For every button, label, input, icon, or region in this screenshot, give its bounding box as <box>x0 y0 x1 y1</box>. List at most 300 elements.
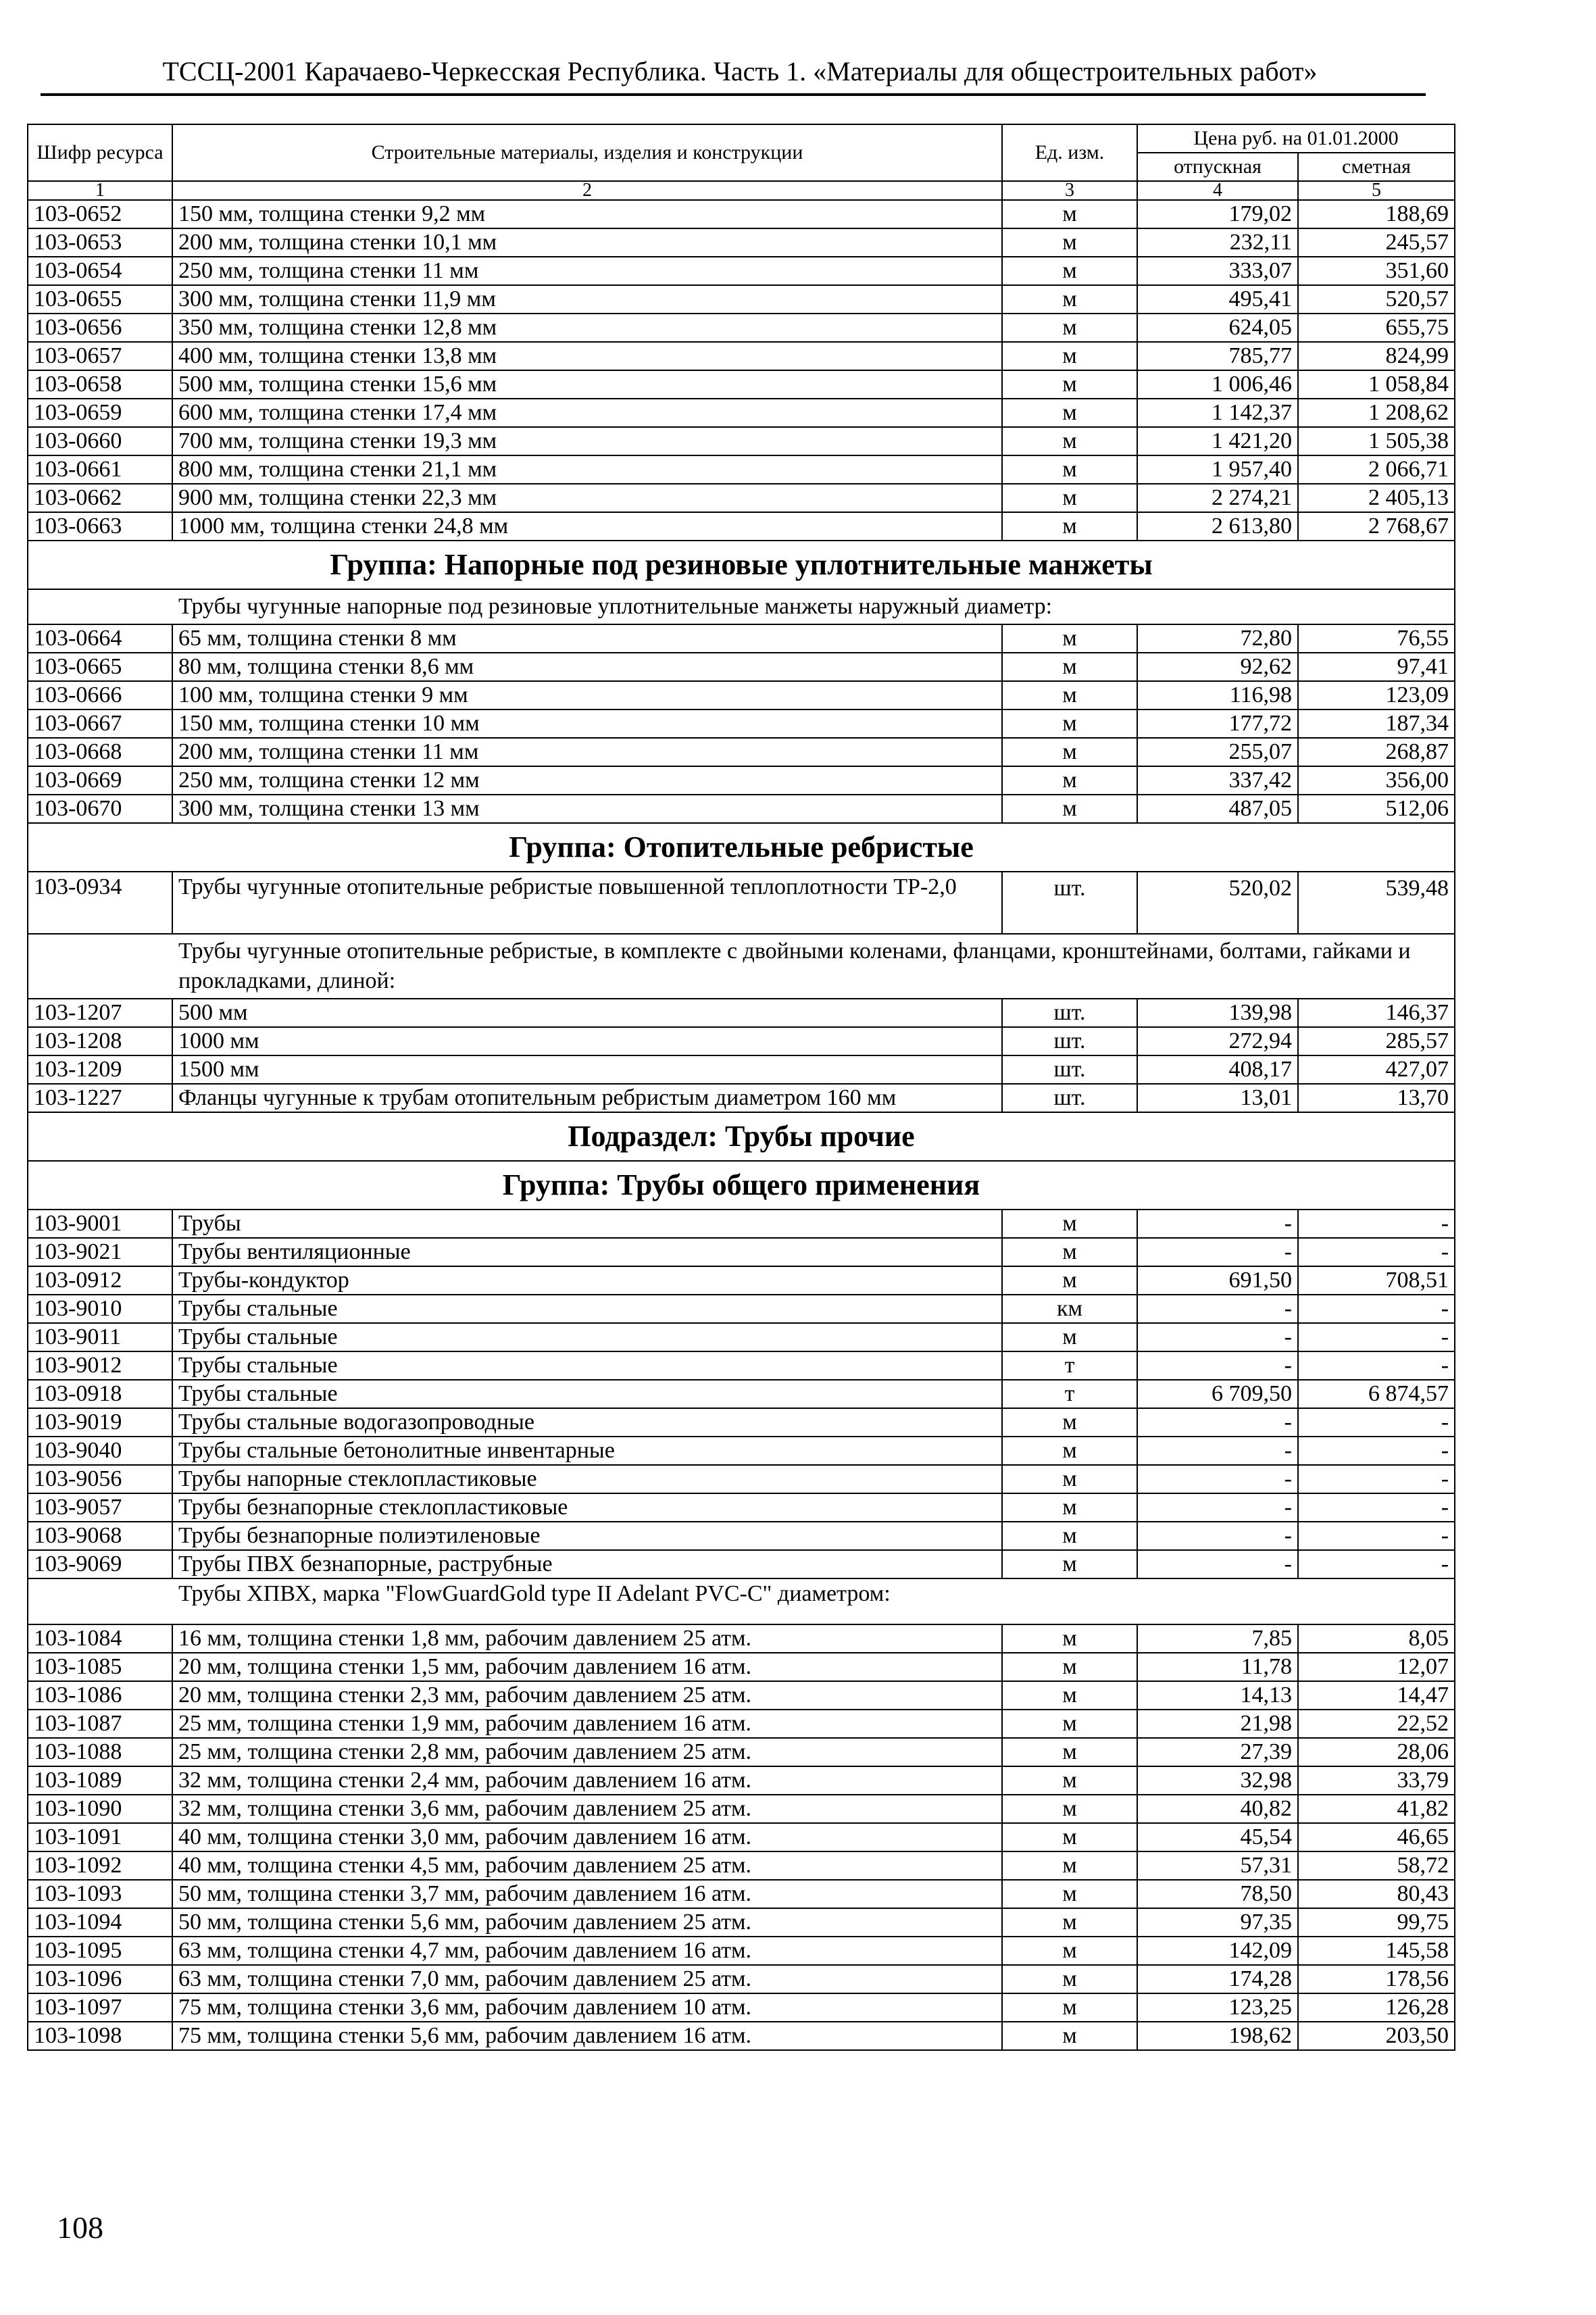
cell-unit: м <box>1002 738 1137 766</box>
cell-unit: м <box>1002 624 1137 653</box>
header-rule <box>41 93 1426 96</box>
cell-price-estimate: 356,00 <box>1298 766 1455 795</box>
cell-unit: м <box>1002 1624 1137 1653</box>
cell-price-release: 333,07 <box>1137 257 1298 285</box>
cell-code: 103-0660 <box>28 427 172 455</box>
cell-name: 500 мм <box>172 999 1002 1027</box>
table-row <box>28 1965 1455 1993</box>
group-heading-row <box>28 541 1455 589</box>
cell-unit: шт. <box>1002 999 1137 1027</box>
cell-price-estimate: 285,57 <box>1298 1027 1455 1055</box>
table-row <box>28 1823 1455 1851</box>
cell-name: 600 мм, толщина стенки 17,4 мм <box>172 399 1002 427</box>
section-general-rows <box>28 1210 1455 1578</box>
cell-code: 103-0663 <box>28 512 172 541</box>
cell-price-release: 6 709,50 <box>1137 1380 1298 1408</box>
cell-price-estimate: - <box>1298 1295 1455 1323</box>
cell-price-release: 72,80 <box>1137 624 1298 653</box>
cell-price-estimate: - <box>1298 1437 1455 1465</box>
cell-price-estimate: 80,43 <box>1298 1880 1455 1908</box>
table-row <box>28 1055 1455 1084</box>
header-price-release: отпускная <box>1137 153 1298 181</box>
cell-name: Трубы безнапорные стеклопластиковые <box>172 1493 1002 1522</box>
cell-name: 40 мм, толщина стенки 4,5 мм, рабочим давлением 25 атм. <box>172 1851 1002 1880</box>
column-number: 3 <box>1002 181 1137 200</box>
cell-price-release: 14,13 <box>1137 1681 1298 1710</box>
cell-unit: шт. <box>1002 872 1137 934</box>
cell-price-release: 1 421,20 <box>1137 427 1298 455</box>
cell-price-estimate: 13,70 <box>1298 1084 1455 1112</box>
table-row <box>28 872 1455 934</box>
table-row <box>28 399 1455 427</box>
running-header: ТССЦ-2001 Карачаево-Черкесская Республика. Часть 1. «Материалы для общестроительных работ» <box>162 56 1318 86</box>
cell-price-estimate: 76,55 <box>1298 624 1455 653</box>
cell-price-estimate: 1 208,62 <box>1298 399 1455 427</box>
cell-price-release: - <box>1137 1323 1298 1351</box>
cell-price-estimate: - <box>1298 1323 1455 1351</box>
table-row <box>28 1653 1455 1681</box>
table-row <box>28 2022 1455 2050</box>
cell-code: 103-9019 <box>28 1408 172 1437</box>
cell-price-release: - <box>1137 1408 1298 1437</box>
cell-price-estimate: 8,05 <box>1298 1624 1455 1653</box>
cell-price-release: 40,82 <box>1137 1795 1298 1823</box>
table-row <box>28 427 1455 455</box>
cell-price-release: 78,50 <box>1137 1880 1298 1908</box>
cell-unit: м <box>1002 1323 1137 1351</box>
cell-name: Трубы <box>172 1210 1002 1238</box>
cell-unit: км <box>1002 1295 1137 1323</box>
cell-unit: м <box>1002 1880 1137 1908</box>
cell-name: Трубы стальные <box>172 1295 1002 1323</box>
subgroup-note-cpvc: Трубы ХПВХ, марка "FlowGuardGold type II Adelant PVC-C" диаметром: <box>28 1578 1455 1624</box>
cell-unit: м <box>1002 1851 1137 1880</box>
cell-unit: м <box>1002 1238 1137 1266</box>
table-row <box>28 766 1455 795</box>
cell-code: 103-9011 <box>28 1323 172 1351</box>
cell-price-release: 92,62 <box>1137 653 1298 681</box>
table-row <box>28 1624 1455 1653</box>
section-cast-iron-rows <box>28 200 1455 541</box>
cell-unit: м <box>1002 1210 1137 1238</box>
table-row <box>28 1084 1455 1112</box>
table-row <box>28 228 1455 257</box>
cell-price-estimate: 14,47 <box>1298 1681 1455 1710</box>
cell-name: 80 мм, толщина стенки 8,6 мм <box>172 653 1002 681</box>
cell-code: 103-0652 <box>28 200 172 228</box>
cell-price-estimate: 28,06 <box>1298 1738 1455 1766</box>
cell-price-release: 337,42 <box>1137 766 1298 795</box>
cell-price-estimate: - <box>1298 1210 1455 1238</box>
table-row <box>28 1027 1455 1055</box>
cell-price-release: 272,94 <box>1137 1027 1298 1055</box>
cell-unit: м <box>1002 285 1137 314</box>
cell-price-estimate: 188,69 <box>1298 200 1455 228</box>
cell-price-release: 97,35 <box>1137 1908 1298 1937</box>
cell-unit: м <box>1002 1993 1137 2022</box>
cell-price-release: - <box>1137 1295 1298 1323</box>
table-row <box>28 624 1455 653</box>
cell-price-release: - <box>1137 1522 1298 1550</box>
cell-name: Трубы безнапорные полиэтиленовые <box>172 1522 1002 1550</box>
cell-name: 300 мм, толщина стенки 11,9 мм <box>172 285 1002 314</box>
table-row <box>28 1351 1455 1380</box>
table-row <box>28 1681 1455 1710</box>
table-row <box>28 1295 1455 1323</box>
cell-unit: м <box>1002 370 1137 399</box>
cell-unit: м <box>1002 1522 1137 1550</box>
cell-name: 25 мм, толщина стенки 1,9 мм, рабочим давлением 16 атм. <box>172 1710 1002 1738</box>
cell-unit: м <box>1002 512 1137 541</box>
cell-code: 103-0664 <box>28 624 172 653</box>
cell-name: 75 мм, толщина стенки 5,6 мм, рабочим давлением 16 атм. <box>172 2022 1002 2050</box>
cell-price-estimate: 99,75 <box>1298 1908 1455 1937</box>
cell-price-estimate: - <box>1298 1522 1455 1550</box>
cell-name: 20 мм, толщина стенки 2,3 мм, рабочим давлением 25 атм. <box>172 1681 1002 1710</box>
cell-name: 200 мм, толщина стенки 10,1 мм <box>172 228 1002 257</box>
cell-price-release: - <box>1137 1210 1298 1238</box>
cell-price-release: 116,98 <box>1137 681 1298 710</box>
cell-unit: шт. <box>1002 1027 1137 1055</box>
group-heading-pressure: Группа: Напорные под резиновые уплотнительные манжеты <box>28 541 1455 589</box>
table-row <box>28 1851 1455 1880</box>
table-row <box>28 484 1455 512</box>
cell-price-estimate: 178,56 <box>1298 1965 1455 1993</box>
cell-unit: м <box>1002 1823 1137 1851</box>
table-row <box>28 200 1455 228</box>
cell-price-estimate: 41,82 <box>1298 1795 1455 1823</box>
cell-name: 1000 мм <box>172 1027 1002 1055</box>
table-row <box>28 1993 1455 2022</box>
cell-code: 103-9001 <box>28 1210 172 1238</box>
table-row <box>28 1550 1455 1578</box>
table-row <box>28 512 1455 541</box>
section-heating-rows <box>28 999 1455 1084</box>
cell-price-release: 13,01 <box>1137 1084 1298 1112</box>
cell-code: 103-1087 <box>28 1710 172 1738</box>
cell-code: 103-1090 <box>28 1795 172 1823</box>
cell-code: 103-1096 <box>28 1965 172 1993</box>
cell-price-release: 255,07 <box>1137 738 1298 766</box>
cell-name: Трубы чугунные отопительные ребристые повышенной теплоплотности ТР-2,0 <box>172 872 1002 934</box>
cell-price-release: 1 142,37 <box>1137 399 1298 427</box>
column-number: 5 <box>1298 181 1455 200</box>
cell-name: Трубы стальные <box>172 1323 1002 1351</box>
cell-name: 50 мм, толщина стенки 3,7 мм, рабочим давлением 16 атм. <box>172 1880 1002 1908</box>
group-heading-general: Группа: Трубы общего применения <box>28 1161 1455 1210</box>
cell-price-release: - <box>1137 1465 1298 1493</box>
cell-price-estimate: 2 768,67 <box>1298 512 1455 541</box>
table-row <box>28 1437 1455 1465</box>
table-row <box>28 710 1455 738</box>
cell-unit: шт. <box>1002 1055 1137 1084</box>
cell-code: 103-1097 <box>28 1993 172 2022</box>
cell-price-estimate: 655,75 <box>1298 314 1455 342</box>
cell-unit: м <box>1002 1937 1137 1965</box>
cell-code: 103-1089 <box>28 1766 172 1795</box>
header-code: Шифр ресурса <box>28 124 172 181</box>
cell-price-release: 1 006,46 <box>1137 370 1298 399</box>
cell-name: 75 мм, толщина стенки 3,6 мм, рабочим давлением 10 атм. <box>172 1993 1002 2022</box>
section-cpvc-rows <box>28 1624 1455 2050</box>
cell-price-estimate: 126,28 <box>1298 1993 1455 2022</box>
cell-code: 103-0912 <box>28 1266 172 1295</box>
cell-price-release: 57,31 <box>1137 1851 1298 1880</box>
table-row <box>28 257 1455 285</box>
cell-unit: м <box>1002 1437 1137 1465</box>
cell-price-estimate: 12,07 <box>1298 1653 1455 1681</box>
cell-code: 103-1092 <box>28 1851 172 1880</box>
table-row <box>28 1408 1455 1437</box>
cell-unit: м <box>1002 1738 1137 1766</box>
cell-price-estimate: 824,99 <box>1298 342 1455 370</box>
cell-code: 103-1093 <box>28 1880 172 1908</box>
cell-code: 103-1094 <box>28 1908 172 1937</box>
cell-code: 103-0669 <box>28 766 172 795</box>
cell-price-estimate: 1 505,38 <box>1298 427 1455 455</box>
cell-name: 500 мм, толщина стенки 15,6 мм <box>172 370 1002 399</box>
cell-code: 103-0667 <box>28 710 172 738</box>
cell-price-release: 487,05 <box>1137 795 1298 823</box>
cell-price-estimate: 145,58 <box>1298 1937 1455 1965</box>
cell-price-release: 785,77 <box>1137 342 1298 370</box>
cell-price-release: 21,98 <box>1137 1710 1298 1738</box>
cell-price-release: 139,98 <box>1137 999 1298 1027</box>
cell-name: 250 мм, толщина стенки 12 мм <box>172 766 1002 795</box>
cell-code: 103-0918 <box>28 1380 172 1408</box>
cell-unit: м <box>1002 1653 1137 1681</box>
cell-price-release: 142,09 <box>1137 1937 1298 1965</box>
cell-price-estimate: 97,41 <box>1298 653 1455 681</box>
cell-name: 32 мм, толщина стенки 2,4 мм, рабочим давлением 16 атм. <box>172 1766 1002 1795</box>
cell-name: 63 мм, толщина стенки 7,0 мм, рабочим давлением 25 атм. <box>172 1965 1002 1993</box>
group-heading-heating: Группа: Отопительные ребристые <box>28 823 1455 872</box>
subgroup-note-heating: Трубы чугунные отопительные ребристые, в комплекте с двойными коленами, фланцами, кронштейнами, болтами, гайками и прокладками, длиной: <box>28 934 1455 999</box>
cell-code: 103-0934 <box>28 872 172 934</box>
price-table <box>27 124 1455 2051</box>
table-row <box>28 1766 1455 1795</box>
cell-code: 103-9056 <box>28 1465 172 1493</box>
cell-price-estimate: 539,48 <box>1298 872 1455 934</box>
cell-price-estimate: 46,65 <box>1298 1823 1455 1851</box>
cell-unit: м <box>1002 427 1137 455</box>
cell-name: Трубы-кондуктор <box>172 1266 1002 1295</box>
cell-price-release: 624,05 <box>1137 314 1298 342</box>
cell-price-release: 32,98 <box>1137 1766 1298 1795</box>
cell-unit: м <box>1002 455 1137 484</box>
cell-unit: м <box>1002 766 1137 795</box>
cell-code: 103-0670 <box>28 795 172 823</box>
column-number: 2 <box>172 181 1002 200</box>
cell-name: 200 мм, толщина стенки 11 мм <box>172 738 1002 766</box>
cell-price-estimate: 203,50 <box>1298 2022 1455 2050</box>
cell-name: Трубы стальные водогазопроводные <box>172 1408 1002 1437</box>
cell-price-estimate: 146,37 <box>1298 999 1455 1027</box>
cell-name: Трубы стальные <box>172 1380 1002 1408</box>
table-row <box>28 1880 1455 1908</box>
cell-unit: м <box>1002 228 1137 257</box>
cell-price-estimate: 708,51 <box>1298 1266 1455 1295</box>
cell-unit: м <box>1002 257 1137 285</box>
cell-code: 103-0662 <box>28 484 172 512</box>
cell-price-release: 27,39 <box>1137 1738 1298 1766</box>
table-row <box>28 342 1455 370</box>
cell-unit: м <box>1002 1908 1137 1937</box>
cell-unit: м <box>1002 1266 1137 1295</box>
cell-code: 103-9069 <box>28 1550 172 1578</box>
table-row <box>28 1210 1455 1238</box>
cell-code: 103-0653 <box>28 228 172 257</box>
cell-price-estimate: 187,34 <box>1298 710 1455 738</box>
cell-price-release: 408,17 <box>1137 1055 1298 1084</box>
table-row <box>28 999 1455 1027</box>
cell-name: 16 мм, толщина стенки 1,8 мм, рабочим давлением 25 атм. <box>172 1624 1002 1653</box>
cell-name: 1500 мм <box>172 1055 1002 1084</box>
cell-unit: м <box>1002 681 1137 710</box>
cell-code: 103-1227 <box>28 1084 172 1112</box>
group-heading-row <box>28 1161 1455 1210</box>
table-row <box>28 795 1455 823</box>
cell-name: 150 мм, толщина стенки 10 мм <box>172 710 1002 738</box>
cell-price-estimate: - <box>1298 1238 1455 1266</box>
cell-name: 20 мм, толщина стенки 1,5 мм, рабочим давлением 16 атм. <box>172 1653 1002 1681</box>
cell-price-estimate: 2 066,71 <box>1298 455 1455 484</box>
cell-price-estimate: 2 405,13 <box>1298 484 1455 512</box>
column-number: 4 <box>1137 181 1298 200</box>
cell-code: 103-1088 <box>28 1738 172 1766</box>
cell-price-release: 691,50 <box>1137 1266 1298 1295</box>
cell-name: Трубы стальные <box>172 1351 1002 1380</box>
cell-name: 100 мм, толщина стенки 9 мм <box>172 681 1002 710</box>
table-row <box>28 1795 1455 1823</box>
cell-code: 103-0654 <box>28 257 172 285</box>
cell-code: 103-1091 <box>28 1823 172 1851</box>
cell-price-release: 177,72 <box>1137 710 1298 738</box>
cell-price-release: 174,28 <box>1137 1965 1298 1993</box>
cell-unit: м <box>1002 1965 1137 1993</box>
cell-unit: м <box>1002 484 1137 512</box>
cell-name: 1000 мм, толщина стенки 24,8 мм <box>172 512 1002 541</box>
cell-price-release: - <box>1137 1351 1298 1380</box>
subgroup-note-pressure: Трубы чугунные напорные под резиновые уплотнительные манжеты наружный диаметр: <box>28 589 1455 624</box>
cell-price-estimate: 1 058,84 <box>1298 370 1455 399</box>
cell-unit: м <box>1002 1766 1137 1795</box>
cell-price-estimate: 245,57 <box>1298 228 1455 257</box>
cell-price-estimate: - <box>1298 1408 1455 1437</box>
cell-name: Трубы стальные бетонолитные инвентарные <box>172 1437 1002 1465</box>
cell-unit: м <box>1002 1465 1137 1493</box>
cell-name: Трубы ПВХ безнапорные, раструбные <box>172 1550 1002 1578</box>
table-row <box>28 738 1455 766</box>
subsection-heading-row <box>28 1112 1455 1161</box>
table-row <box>28 314 1455 342</box>
cell-code: 103-0661 <box>28 455 172 484</box>
cell-code: 103-9057 <box>28 1493 172 1522</box>
cell-code: 103-9068 <box>28 1522 172 1550</box>
cell-price-release: 2 274,21 <box>1137 484 1298 512</box>
cell-name: 350 мм, толщина стенки 12,8 мм <box>172 314 1002 342</box>
cell-name: 800 мм, толщина стенки 21,1 мм <box>172 455 1002 484</box>
table-row <box>28 1937 1455 1965</box>
cell-name: 63 мм, толщина стенки 4,7 мм, рабочим давлением 16 атм. <box>172 1937 1002 1965</box>
cell-unit: шт. <box>1002 1084 1137 1112</box>
cell-price-estimate: 268,87 <box>1298 738 1455 766</box>
cell-price-estimate: 58,72 <box>1298 1851 1455 1880</box>
cell-price-release: 1 957,40 <box>1137 455 1298 484</box>
cell-code: 103-1098 <box>28 2022 172 2050</box>
cell-unit: т <box>1002 1380 1137 1408</box>
cell-price-release: 520,02 <box>1137 872 1298 934</box>
cell-price-estimate: 351,60 <box>1298 257 1455 285</box>
cell-price-release: 232,11 <box>1137 228 1298 257</box>
cell-code: 103-1085 <box>28 1653 172 1681</box>
cell-name: 65 мм, толщина стенки 8 мм <box>172 624 1002 653</box>
cell-name: 25 мм, толщина стенки 2,8 мм, рабочим давлением 25 атм. <box>172 1738 1002 1766</box>
table-row <box>28 1908 1455 1937</box>
cell-price-release: 198,62 <box>1137 2022 1298 2050</box>
table-row <box>28 1238 1455 1266</box>
cell-price-estimate: 6 874,57 <box>1298 1380 1455 1408</box>
subgroup-note-row <box>28 934 1455 999</box>
cell-price-estimate: - <box>1298 1493 1455 1522</box>
cell-code: 103-0657 <box>28 342 172 370</box>
cell-name: 32 мм, толщина стенки 3,6 мм, рабочим давлением 25 атм. <box>172 1795 1002 1823</box>
cell-code: 103-1095 <box>28 1937 172 1965</box>
cell-unit: м <box>1002 1795 1137 1823</box>
cell-name: 250 мм, толщина стенки 11 мм <box>172 257 1002 285</box>
cell-unit: м <box>1002 710 1137 738</box>
cell-code: 103-9040 <box>28 1437 172 1465</box>
table-row <box>28 1465 1455 1493</box>
cell-price-estimate: 22,52 <box>1298 1710 1455 1738</box>
table-row <box>28 1323 1455 1351</box>
column-numbers-row <box>28 181 1455 200</box>
cell-code: 103-0666 <box>28 681 172 710</box>
table-row <box>28 1522 1455 1550</box>
cell-price-estimate: - <box>1298 1351 1455 1380</box>
cell-name: 150 мм, толщина стенки 9,2 мм <box>172 200 1002 228</box>
table-row <box>28 1738 1455 1766</box>
cell-name: 700 мм, толщина стенки 19,3 мм <box>172 427 1002 455</box>
cell-price-release: - <box>1137 1550 1298 1578</box>
cell-price-estimate: - <box>1298 1465 1455 1493</box>
subgroup-note-row <box>28 1578 1455 1624</box>
cell-name: Трубы напорные стеклопластиковые <box>172 1465 1002 1493</box>
cell-code: 103-1086 <box>28 1681 172 1710</box>
cell-name: 50 мм, толщина стенки 5,6 мм, рабочим давлением 25 атм. <box>172 1908 1002 1937</box>
cell-price-release: - <box>1137 1437 1298 1465</box>
cell-code: 103-0659 <box>28 399 172 427</box>
cell-name: 40 мм, толщина стенки 3,0 мм, рабочим давлением 16 атм. <box>172 1823 1002 1851</box>
cell-price-release: 123,25 <box>1137 1993 1298 2022</box>
table-row <box>28 1493 1455 1522</box>
cell-price-estimate: 33,79 <box>1298 1766 1455 1795</box>
cell-price-estimate: 512,06 <box>1298 795 1455 823</box>
table-row <box>28 1266 1455 1295</box>
cell-price-release: 179,02 <box>1137 200 1298 228</box>
page-number: 108 <box>57 2210 103 2245</box>
cell-price-estimate: 520,57 <box>1298 285 1455 314</box>
cell-code: 103-0656 <box>28 314 172 342</box>
cell-price-release: 45,54 <box>1137 1823 1298 1851</box>
cell-unit: м <box>1002 1710 1137 1738</box>
header-price-estimate: сметная <box>1298 153 1455 181</box>
cell-unit: м <box>1002 1681 1137 1710</box>
cell-price-release: 495,41 <box>1137 285 1298 314</box>
cell-price-release: 2 613,80 <box>1137 512 1298 541</box>
cell-name: 300 мм, толщина стенки 13 мм <box>172 795 1002 823</box>
header-unit: Ед. изм. <box>1002 124 1137 181</box>
